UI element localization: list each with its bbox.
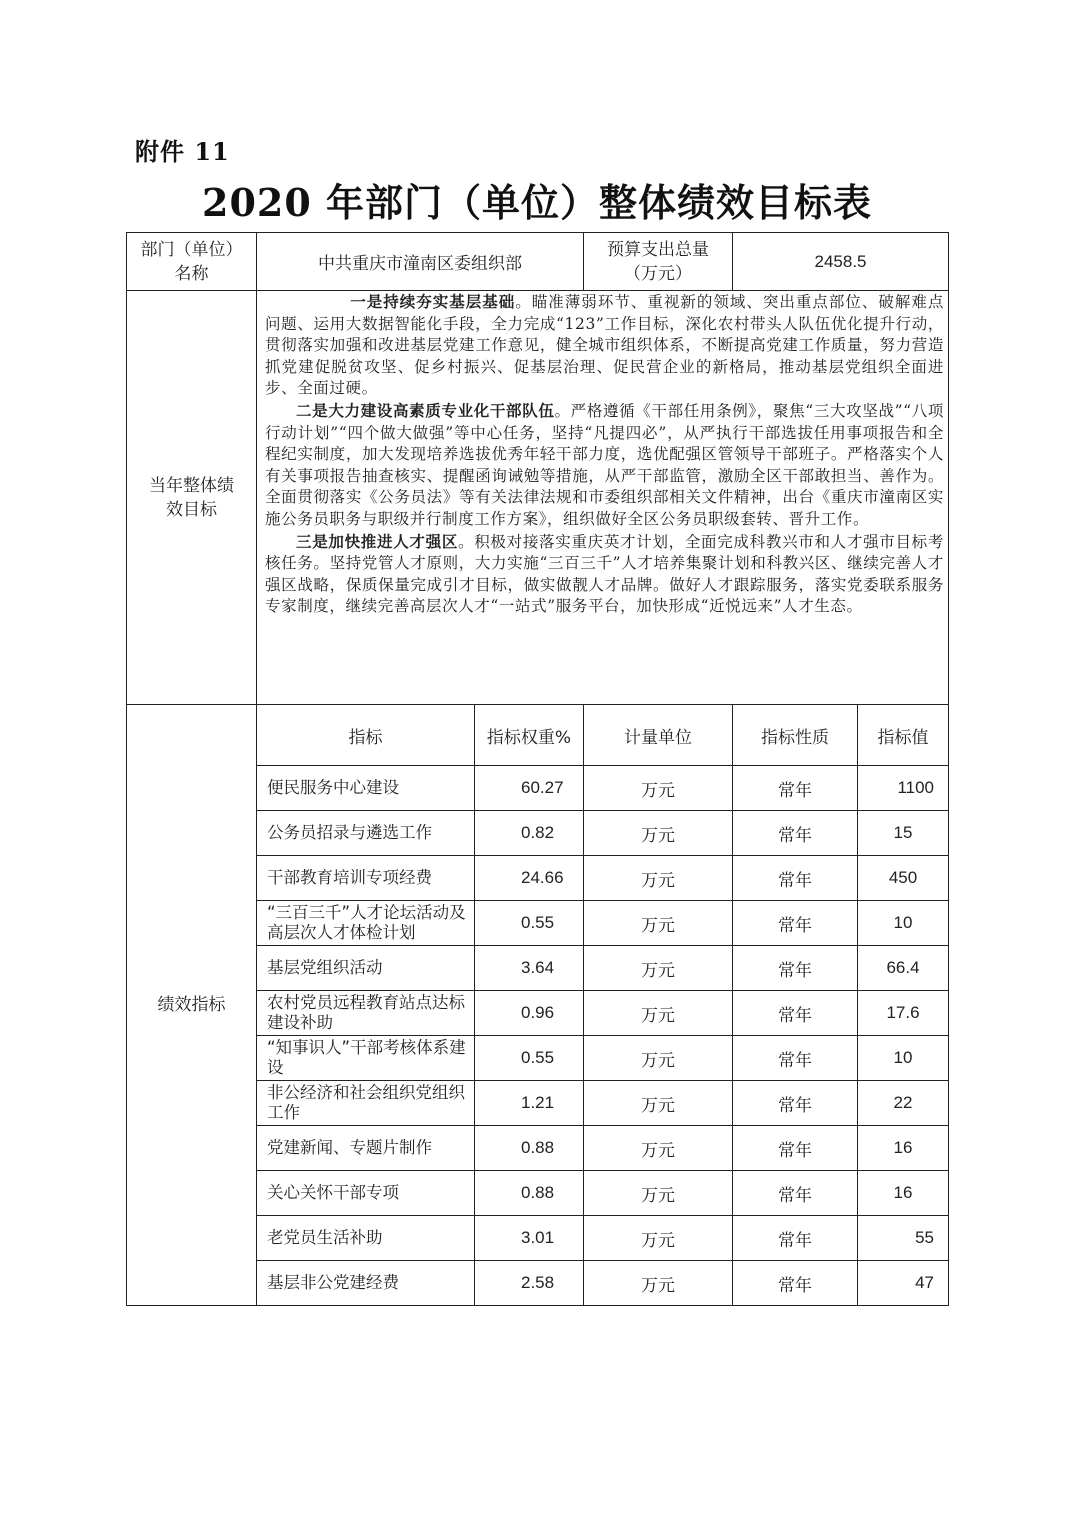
indicator-value: 450 xyxy=(858,856,949,901)
indicator-value: 15 xyxy=(858,811,949,856)
goals-label-cell xyxy=(127,291,257,705)
budget-value-cell xyxy=(733,233,949,291)
page-title: 2020 年部门（单位）整体绩效目标表 xyxy=(202,180,872,225)
col-header-nature: 指标性质 xyxy=(733,705,858,766)
indicator-nature: 常年 xyxy=(733,1261,858,1306)
indicator-unit: 万元 xyxy=(584,1126,733,1171)
col-header-value: 指标值 xyxy=(858,705,949,766)
col-header-indicator: 指标 xyxy=(257,705,475,766)
budget-label-cell xyxy=(584,233,733,291)
indicator-nature: 常年 xyxy=(733,1126,858,1171)
indicator-weight: 60.27 xyxy=(475,766,584,811)
indicator-nature: 常年 xyxy=(733,1081,858,1126)
goal-1-text: 。瞄准薄弱环节、重视新的领域、突出重点部位、破解难点问题、运用大数据智能化手段，全力完成“123”工作目标，深化农村带头人队伍优化提升行动，贯彻落实加强和改进基层党建工作意见，健全城市组织体系，不断提高党建工作质量，努力营造抓党建促脱贫攻坚、促乡村振兴、促基层治理、促民营企业的新格局，推动基层党组织全面进步、全面过硬。 xyxy=(265,293,944,398)
indicator-name: 公务员招录与遴选工作 xyxy=(257,811,475,856)
header-row xyxy=(127,233,949,291)
indicator-name: 党建新闻、专题片制作 xyxy=(257,1126,475,1171)
indicator-weight: 0.82 xyxy=(475,811,584,856)
indicator-unit: 万元 xyxy=(584,946,733,991)
indicator-weight: 24.66 xyxy=(475,856,584,901)
indicator-value: 66.4 xyxy=(858,946,949,991)
performance-target-table xyxy=(126,232,949,1306)
goals-text-cell xyxy=(257,291,949,705)
indicator-weight: 3.01 xyxy=(475,1216,584,1261)
goal-3-heading: 三是加快推进人才强区 xyxy=(296,531,459,551)
indicator-unit: 万元 xyxy=(584,1036,733,1081)
indicator-weight: 2.58 xyxy=(475,1261,584,1306)
indicator-weight: 1.21 xyxy=(475,1081,584,1126)
indicator-name: 老党员生活补助 xyxy=(257,1216,475,1261)
goal-2-text: 。严格遵循《干部任用条例》，聚焦“三大攻坚战”“八项行动计划”“四个做大做强”等中心任务，坚持“凡提四必”，从严执行干部选拔任用事项报告和全程纪实制度，加大发现培养选拔优秀年轻干部力度，选优配强区管领导干部班子。严格落实个人有关事项报告抽查核实、提醒函询诫勉等措施，从严干部监管，激励全区干部敢担当、善作为。全面贯彻落实《公务员法》等有关法律法规和市委组织部相关文件精神，出台《重庆市潼南区实施公务员职务与职级并行制度工作方案》，组织做好全区公务员职级套转、晋升工作。 xyxy=(265,401,944,528)
indicator-unit: 万元 xyxy=(584,991,733,1036)
indicator-name: “三百三千”人才论坛活动及高层次人才体检计划 xyxy=(257,901,475,946)
indicator-nature: 常年 xyxy=(733,1036,858,1081)
indicator-unit: 万元 xyxy=(584,901,733,946)
indicator-unit: 万元 xyxy=(584,1261,733,1306)
dept-label-cell xyxy=(127,233,257,291)
indicator-nature: 常年 xyxy=(733,856,858,901)
indicator-nature: 常年 xyxy=(733,1171,858,1216)
indicator-name: 便民服务中心建设 xyxy=(257,766,475,811)
indicator-nature: 常年 xyxy=(733,811,858,856)
indicator-weight: 0.55 xyxy=(475,901,584,946)
indicators-label: 绩效指标 xyxy=(157,995,226,1015)
indicator-unit: 万元 xyxy=(584,766,733,811)
dept-label-line1: 部门（单位） xyxy=(140,239,243,260)
goals-label-line1: 当年整体绩 xyxy=(149,475,234,496)
indicator-weight: 0.55 xyxy=(475,1036,584,1081)
indicator-nature: 常年 xyxy=(733,991,858,1036)
goal-paragraph-3 xyxy=(265,531,944,618)
indicator-name: 基层党组织活动 xyxy=(257,946,475,991)
indicator-value: 10 xyxy=(858,1036,949,1081)
indicators-header-row xyxy=(127,705,949,766)
indicator-weight: 3.64 xyxy=(475,946,584,991)
budget-label-line2: （万元） xyxy=(624,263,692,284)
indicator-value: 55 xyxy=(858,1216,949,1261)
indicator-name: 农村党员远程教育站点达标建设补助 xyxy=(257,991,475,1036)
dept-name: 中共重庆市潼南区委组织部 xyxy=(318,254,522,274)
goal-3-text: 。积极对接落实重庆英才计划，全面完成科教兴市和人才强市目标考核任务。坚持党管人才原则，大力实施“三百三千”人才培养集聚计划和科教兴区、继续完善人才强区战略，保质保量完成引才目标，做实做靓人才品牌。做好人才跟踪服务，落实党委联系服务专家制度，继续完善高层次人才“一站式”服务平台，加快形成“近悦远来”人才生态。 xyxy=(265,532,944,616)
dept-label-line2: 名称 xyxy=(174,263,209,284)
indicator-name: 非公经济和社会组织党组织工作 xyxy=(257,1081,475,1126)
indicator-name: 关心关怀干部专项 xyxy=(257,1171,475,1216)
dept-name-cell xyxy=(257,233,584,291)
indicator-weight: 0.96 xyxy=(475,991,584,1036)
indicator-name: 干部教育培训专项经费 xyxy=(257,856,475,901)
indicator-value: 47 xyxy=(858,1261,949,1306)
goal-1-heading: 一是持续夯实基层基础 xyxy=(350,292,516,311)
goals-row xyxy=(127,291,949,705)
goal-paragraph-2 xyxy=(265,400,944,531)
indicator-weight: 0.88 xyxy=(475,1171,584,1216)
indicator-value: 22 xyxy=(858,1081,949,1126)
indicator-unit: 万元 xyxy=(584,1171,733,1216)
indicator-unit: 万元 xyxy=(584,856,733,901)
indicator-weight: 0.88 xyxy=(475,1126,584,1171)
indicator-value: 16 xyxy=(858,1126,949,1171)
attachment-label: 附件 11 xyxy=(135,137,230,166)
indicators-label-cell xyxy=(127,705,257,1306)
indicator-nature: 常年 xyxy=(733,901,858,946)
indicator-unit: 万元 xyxy=(584,1081,733,1126)
indicator-unit: 万元 xyxy=(584,811,733,856)
indicator-value: 10 xyxy=(858,901,949,946)
indicator-unit: 万元 xyxy=(584,1216,733,1261)
indicator-value: 1100 xyxy=(858,766,949,811)
indicator-nature: 常年 xyxy=(733,1216,858,1261)
col-header-unit: 计量单位 xyxy=(584,705,733,766)
goal-2-heading: 二是大力建设高素质专业化干部队伍 xyxy=(296,400,555,420)
budget-value: 2458.5 xyxy=(814,251,867,271)
indicator-name: “知事识人”干部考核体系建设 xyxy=(257,1036,475,1081)
col-header-weight: 指标权重% xyxy=(475,705,584,766)
budget-label-line1: 预算支出总量 xyxy=(607,239,709,260)
goals-label-line2: 效目标 xyxy=(166,499,217,520)
goal-paragraph-1 xyxy=(265,291,944,400)
indicator-value: 17.6 xyxy=(858,991,949,1036)
indicator-name: 基层非公党建经费 xyxy=(257,1261,475,1306)
indicator-value: 16 xyxy=(858,1171,949,1216)
indicator-nature: 常年 xyxy=(733,766,858,811)
indicator-nature: 常年 xyxy=(733,946,858,991)
